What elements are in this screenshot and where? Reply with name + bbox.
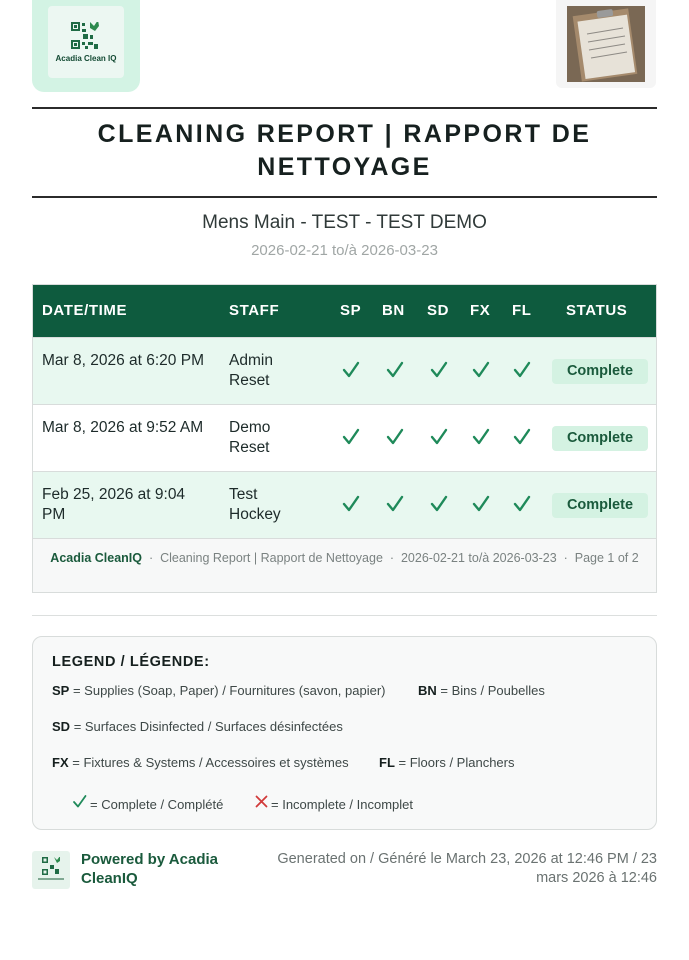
legend-title: LEGEND / LÉGENDE:	[52, 654, 210, 670]
col-sd: SD	[427, 302, 450, 319]
legend-code: FL	[379, 755, 395, 770]
footer-logo	[32, 851, 70, 889]
report-title: CLEANING REPORT | RAPPORT DE NETTOYAGE	[97, 120, 592, 181]
row-datetime: Feb 25, 2026 at 9:04 PM	[42, 486, 186, 523]
table-row	[33, 404, 656, 471]
qr-logo-icon	[42, 857, 60, 875]
row-datetime: Mar 8, 2026 at 9:52 AM	[42, 419, 204, 436]
legend-item-fx	[52, 755, 349, 770]
row-staff: Demo Reset	[229, 419, 271, 456]
footer-range: 2026-02-21 to/à 2026-03-23	[400, 551, 557, 565]
col-fl: FL	[512, 302, 532, 319]
section-divider	[32, 615, 657, 616]
check-icon	[512, 494, 532, 514]
cleaning-table	[32, 284, 657, 593]
table-row	[33, 337, 656, 404]
legend-text: = Supplies (Soap, Paper) / Fournitures (savon, papier)	[72, 683, 386, 698]
date-range: 2026-02-21 to/à 2026-03-23	[251, 242, 438, 259]
col-sp: SP	[340, 302, 362, 319]
clipboard-photo	[567, 6, 645, 82]
legend-item-sp	[52, 683, 386, 698]
qr-logo-icon	[71, 22, 101, 50]
legend-text: = Bins / Poubelles	[440, 683, 545, 698]
row-staff: Admin Reset	[229, 352, 273, 389]
cross-icon	[254, 794, 269, 809]
top-rule	[32, 107, 657, 109]
col-datetime: DATE/TIME	[42, 302, 128, 319]
check-icon	[341, 494, 361, 514]
footer-sep: ·	[148, 551, 154, 565]
check-icon	[429, 427, 449, 447]
powered-by: Powered by Acadia CleanIQ	[81, 851, 218, 887]
page-indicator: Page 1 of 2	[574, 551, 639, 565]
check-icon	[72, 794, 87, 809]
logo-box	[32, 0, 140, 92]
row-datetime: Mar 8, 2026 at 6:20 PM	[42, 352, 204, 369]
table-header	[33, 285, 656, 337]
footer-brand: Acadia CleanIQ	[50, 551, 142, 565]
check-icon	[471, 360, 491, 380]
report-header	[0, 0, 689, 105]
footer-report: Cleaning Report | Rapport de Nettoyage	[160, 551, 383, 565]
footer-sep: ·	[389, 551, 395, 565]
legend-item-bn	[418, 683, 545, 698]
check-icon	[341, 360, 361, 380]
status-badge: Complete	[552, 493, 648, 518]
col-fx: FX	[470, 302, 491, 319]
check-icon	[429, 494, 449, 514]
check-icon	[471, 494, 491, 514]
row-staff: Test Hockey	[229, 486, 281, 523]
logo-text: Acadia Clean IQ	[55, 54, 117, 63]
check-icon	[429, 360, 449, 380]
table-row	[33, 471, 656, 538]
legend-code: SD	[52, 719, 71, 734]
col-bn: BN	[382, 302, 405, 319]
check-icon	[341, 427, 361, 447]
legend-code: BN	[418, 683, 437, 698]
location-name: Mens Main - TEST - TEST DEMO	[202, 212, 487, 233]
col-status: STATUS	[566, 302, 628, 319]
legend-code: SP	[52, 683, 70, 698]
legend-text: = Surfaces Disinfected / Surfaces désinfectées	[73, 719, 343, 734]
check-icon	[385, 494, 405, 514]
status-badge: Complete	[552, 359, 648, 384]
check-icon	[385, 360, 405, 380]
legend-item-fl	[379, 755, 514, 770]
legend-box	[32, 636, 657, 830]
legend-code: FX	[52, 755, 69, 770]
check-icon	[471, 427, 491, 447]
check-icon	[512, 360, 532, 380]
check-icon	[385, 427, 405, 447]
check-icon	[512, 427, 532, 447]
legend-complete: = Complete / Complété	[90, 797, 224, 812]
legend-text: = Floors / Planchers	[398, 755, 515, 770]
table-footer	[33, 538, 656, 592]
legend-text: = Fixtures & Systems / Accessoires et systèmes	[72, 755, 349, 770]
logo-card	[48, 6, 124, 78]
title-rule	[32, 196, 657, 198]
logo-text-line	[38, 878, 64, 880]
footer-sep: ·	[563, 551, 568, 565]
legend-incomplete: = Incomplete / Incomplet	[271, 797, 413, 812]
col-staff: STAFF	[229, 302, 280, 319]
generated-timestamp: Generated on / Généré le March 23, 2026 at 12:46 PM / 23 mars 2026 à 12:46	[277, 851, 657, 886]
legend-item-sd	[52, 719, 343, 734]
status-badge: Complete	[552, 426, 648, 451]
